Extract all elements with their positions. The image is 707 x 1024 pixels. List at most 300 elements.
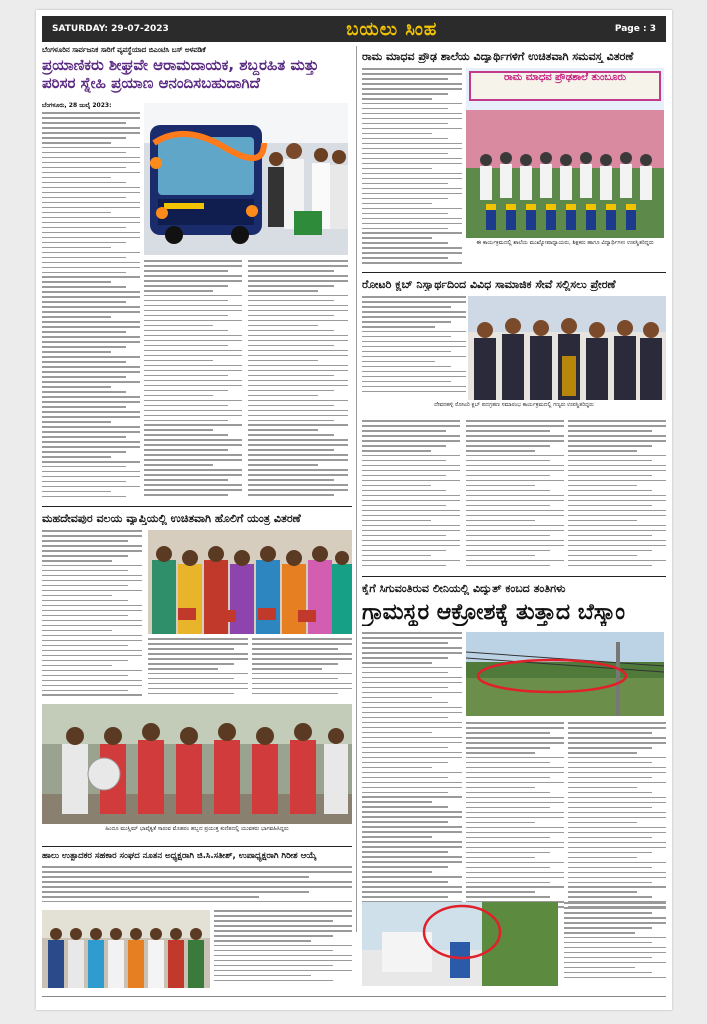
text-line — [466, 896, 550, 898]
text-line — [144, 405, 228, 407]
text-line — [144, 375, 228, 377]
text-line — [564, 932, 635, 934]
rotary-caption: ದೇವನಹಳ್ಳಿ ರೋಟರಿ ಕ್ಲಬ್ ಪದಗ್ರಹಣ ಸಮಾರಂಭ ಕಾರ್ಯಕ್ರಮದಲ್ಲಿ ಗಣ್ಯರು ಉಪಸ್ಥಿತರಿದ್ದರು — [434, 402, 594, 408]
text-line — [42, 137, 126, 139]
dance-caption: ಹಿಂದೂ ಮುಸ್ಲಿಮ್ ಭಾವೈಕ್ಯತೆ ಸಾರುವ ಮೊಹರಂ ಹಬ್ಬದ ಪ್ರಯುಕ್ತ ಕುಣಿತದಲ್ಲಿ ಯುವಕರು ಭಾಗವಹಿಸಿದ್ದರು — [105, 826, 289, 832]
text-line — [362, 530, 460, 532]
text-line — [42, 291, 140, 293]
text-line — [564, 902, 666, 904]
text-line — [42, 262, 140, 264]
text-line — [248, 380, 348, 382]
text-line — [568, 555, 637, 557]
text-line — [568, 752, 637, 754]
text-line — [42, 446, 140, 448]
text-line — [148, 643, 248, 645]
text-line — [42, 336, 140, 338]
text-line — [248, 350, 348, 352]
text-line — [144, 429, 213, 431]
text-line — [248, 385, 348, 387]
text-line — [42, 461, 140, 463]
villagers-photo-pole — [362, 902, 558, 986]
text-line — [568, 787, 637, 789]
text-line — [362, 682, 462, 684]
text-line — [248, 345, 334, 347]
text-line — [42, 535, 142, 537]
bus-text-col2 — [144, 260, 242, 502]
text-line — [466, 722, 564, 724]
text-line — [362, 560, 460, 562]
text-line — [362, 73, 462, 75]
text-line — [248, 439, 348, 441]
text-line — [466, 857, 535, 859]
text-line — [362, 801, 432, 803]
text-line — [466, 732, 550, 734]
text-line — [568, 747, 652, 749]
text-line — [362, 876, 462, 878]
text-line — [466, 520, 535, 522]
text-line — [248, 390, 334, 392]
text-line — [362, 203, 432, 205]
text-line — [214, 965, 333, 967]
text-line — [42, 590, 142, 592]
text-line — [42, 296, 140, 298]
text-line — [248, 295, 348, 297]
text-line — [362, 346, 466, 348]
text-line — [362, 535, 446, 537]
text-line — [568, 891, 637, 893]
text-line — [362, 361, 435, 363]
text-line — [42, 575, 142, 577]
text-line — [362, 138, 448, 140]
text-line — [568, 515, 666, 517]
text-line — [144, 285, 228, 287]
text-line — [42, 451, 126, 453]
text-line — [362, 896, 448, 898]
text-line — [42, 486, 140, 488]
text-line — [248, 479, 334, 481]
text-line — [568, 435, 666, 437]
text-line — [362, 806, 448, 808]
text-line — [42, 655, 142, 657]
text-line — [42, 585, 128, 587]
text-line — [362, 677, 462, 679]
text-line — [362, 520, 431, 522]
text-line — [362, 662, 432, 664]
text-line — [362, 331, 466, 333]
text-line — [362, 742, 462, 744]
text-line — [42, 866, 352, 868]
text-line — [362, 816, 462, 818]
text-line — [144, 484, 242, 486]
masthead-date: SATURDAY: 29-07-2023 — [52, 24, 169, 34]
text-line — [362, 866, 448, 868]
text-line — [362, 632, 462, 634]
text-line — [466, 455, 564, 457]
mahadevapura-text-col3 — [252, 638, 352, 700]
text-line — [248, 410, 348, 412]
text-line — [568, 545, 666, 547]
text-line — [144, 410, 242, 412]
text-line — [248, 469, 348, 471]
text-line — [362, 777, 448, 779]
text-line — [568, 812, 666, 814]
text-line — [568, 425, 666, 427]
text-line — [362, 208, 462, 210]
text-line — [466, 530, 564, 532]
text-line — [42, 147, 140, 149]
text-line — [568, 832, 666, 834]
text-line — [362, 93, 448, 95]
text-line — [42, 281, 111, 283]
text-line — [568, 560, 666, 562]
text-line — [466, 465, 564, 467]
text-line — [42, 545, 142, 547]
text-line — [362, 550, 446, 552]
text-line — [214, 930, 352, 932]
villagers-kicker: ಕೈಗೆ ಸಿಗುವಂತಿರುವ ಲೀನಿಯಲ್ಲಿ ವಿದ್ಯುತ್ ಕಂಬದ ತಂತಿಗಳು — [362, 582, 566, 595]
text-line — [42, 157, 140, 159]
villagers-text-col4 — [564, 902, 666, 986]
bus-text-col3 — [248, 260, 348, 502]
text-line — [214, 935, 333, 937]
text-line — [144, 400, 242, 402]
text-line — [248, 270, 334, 272]
text-line — [42, 202, 140, 204]
text-line — [42, 346, 126, 348]
text-line — [362, 727, 462, 729]
text-line — [362, 381, 451, 383]
text-line — [362, 485, 431, 487]
text-line — [568, 455, 666, 457]
text-line — [148, 653, 248, 655]
text-line — [362, 836, 432, 838]
text-line — [42, 694, 142, 696]
text-line — [42, 580, 142, 582]
text-line — [466, 510, 564, 512]
text-line — [466, 490, 550, 492]
text-line — [252, 648, 338, 650]
text-line — [252, 693, 338, 695]
text-line — [362, 505, 446, 507]
text-line — [466, 550, 550, 552]
text-line — [144, 459, 242, 461]
halli-text-top — [42, 866, 352, 910]
text-line — [568, 490, 652, 492]
text-line — [144, 300, 228, 302]
text-line — [362, 257, 448, 259]
text-line — [362, 168, 432, 170]
text-line — [362, 262, 462, 264]
text-line — [42, 680, 142, 682]
text-line — [362, 450, 431, 452]
text-line — [42, 665, 112, 667]
villagers-text-col2 — [466, 722, 564, 912]
rotary-text-col2 — [362, 420, 460, 572]
text-line — [144, 449, 228, 451]
text-line — [252, 653, 352, 655]
text-line — [568, 797, 666, 799]
bus-headline: ಪ್ರಯಾಣಿಕರು ಶೀಘ್ರವೇ ಆರಾಮದಾಯಕ, ಶಬ್ದರಹಿತ ಮತ್ತು ಪರಿಸರ ಸ್ನೇಹಿ ಪ್ರಯಾಣ ಆನಂದಿಸಬಹುದಾಗಿದೆ — [42, 56, 319, 92]
text-line — [42, 212, 111, 214]
text-line — [564, 937, 666, 939]
text-line — [362, 871, 432, 873]
text-line — [248, 434, 334, 436]
text-line — [42, 635, 142, 637]
text-line — [42, 232, 140, 234]
text-line — [362, 371, 466, 373]
text-line — [362, 321, 451, 323]
halli-text-side — [214, 910, 352, 988]
bus-photo — [144, 103, 348, 255]
text-line — [568, 807, 652, 809]
text-line — [42, 560, 112, 562]
text-line — [568, 842, 666, 844]
text-line — [568, 495, 666, 497]
text-line — [214, 970, 352, 972]
text-line — [144, 295, 242, 297]
text-line — [362, 351, 451, 353]
text-line — [466, 867, 550, 869]
villagers-headline: ಗ್ರಾಮಸ್ಥರ ಆಕ್ರೋಶಕ್ಕೆ ತುತ್ತಾದ ಬೆಸ್ಕಾಂ — [362, 600, 625, 625]
text-line — [564, 977, 666, 979]
text-line — [42, 625, 142, 627]
text-line — [568, 767, 666, 769]
text-line — [362, 296, 466, 298]
text-line — [568, 535, 652, 537]
text-line — [362, 311, 466, 313]
text-line — [42, 421, 111, 423]
text-line — [568, 837, 652, 839]
text-line — [568, 732, 652, 734]
text-line — [42, 316, 111, 318]
text-line — [248, 400, 348, 402]
text-line — [568, 460, 652, 462]
text-line — [148, 663, 234, 665]
dance-photo — [42, 704, 352, 824]
text-line — [42, 177, 111, 179]
text-line — [248, 459, 348, 461]
text-line — [564, 947, 666, 949]
text-line — [248, 320, 348, 322]
text-line — [362, 687, 448, 689]
text-line — [42, 550, 142, 552]
villagers-photo-wires — [466, 632, 664, 716]
school-photo — [466, 68, 664, 238]
text-line — [42, 142, 111, 144]
text-line — [248, 275, 348, 277]
text-line — [362, 652, 462, 654]
text-line — [42, 660, 128, 662]
text-line — [362, 881, 448, 883]
text-line — [466, 495, 564, 497]
text-line — [568, 857, 637, 859]
text-line — [362, 173, 462, 175]
text-line — [362, 702, 448, 704]
text-line — [42, 406, 126, 408]
text-line — [362, 792, 448, 794]
text-line — [466, 535, 550, 537]
text-line — [466, 807, 550, 809]
text-line — [362, 787, 462, 789]
text-line — [248, 340, 348, 342]
text-line — [42, 491, 111, 493]
text-line — [144, 260, 242, 262]
text-line — [144, 325, 213, 327]
halli-rule — [42, 846, 352, 847]
text-line — [362, 113, 462, 115]
text-line — [248, 310, 348, 312]
text-line — [362, 336, 451, 338]
text-line — [466, 525, 564, 527]
text-line — [568, 852, 652, 854]
text-line — [42, 881, 352, 883]
halli-headline: ಹಾಲು ಉತ್ಪಾದಕರ ಸಹಕಾರ ಸಂಘದ ನೂತನ ಅಧ್ಯಕ್ಷರಾಗಿ ಜಿ.ಸಿ.ಸತೀಶ್, ಉಪಾಧ್ಯಕ್ಷರಾಗಿ ಗಿರೀಶ ಆಯ್ಕೆ — [42, 851, 317, 861]
text-line — [362, 861, 462, 863]
text-line — [362, 717, 448, 719]
text-line — [466, 822, 535, 824]
text-line — [568, 520, 637, 522]
text-line — [362, 772, 462, 774]
text-line — [42, 366, 140, 368]
text-line — [362, 133, 432, 135]
text-line — [248, 474, 348, 476]
text-line — [42, 876, 309, 878]
text-line — [144, 469, 242, 471]
text-line — [42, 386, 111, 388]
text-line — [42, 167, 126, 169]
text-line — [362, 525, 460, 527]
text-line — [362, 218, 462, 220]
text-line — [252, 663, 338, 665]
text-line — [362, 148, 462, 150]
rotary-headline: ರೋಟರಿ ಕ್ಲಬ್ ನಿಸ್ವಾರ್ಥದಿಂದ ವಿವಿಧ ಸಾಮಾಜಿಕ ಸೇವೆ ಸಲ್ಲಿಸಲು ಪ್ರೇರಣೆ — [362, 278, 616, 291]
text-line — [466, 817, 564, 819]
text-line — [144, 310, 242, 312]
text-line — [362, 425, 460, 427]
text-line — [252, 638, 352, 640]
text-line — [42, 326, 140, 328]
mahadevapura-text-col2 — [148, 638, 248, 700]
text-line — [144, 415, 242, 417]
text-line — [248, 355, 348, 357]
bus-text-col1 — [42, 112, 140, 502]
text-line — [42, 466, 126, 468]
text-line — [568, 802, 666, 804]
text-line — [144, 330, 228, 332]
text-line — [248, 335, 348, 337]
text-line — [214, 925, 352, 927]
text-line — [42, 117, 140, 119]
text-line — [466, 430, 550, 432]
text-line — [248, 300, 334, 302]
text-line — [564, 907, 666, 909]
text-line — [466, 772, 564, 774]
text-line — [42, 391, 126, 393]
text-line — [568, 540, 666, 542]
masthead-title: ಬಯಲು ಸಿಂಹ — [346, 18, 438, 40]
text-line — [42, 187, 140, 189]
text-line — [362, 747, 448, 749]
text-line — [466, 435, 564, 437]
text-line — [144, 275, 242, 277]
text-line — [568, 470, 666, 472]
text-line — [568, 500, 666, 502]
text-line — [42, 871, 352, 873]
text-line — [144, 290, 213, 292]
text-line — [42, 675, 128, 677]
text-line — [144, 489, 242, 491]
text-line — [248, 365, 348, 367]
text-line — [42, 690, 128, 692]
text-line — [148, 688, 248, 690]
text-line — [42, 286, 126, 288]
rotary-text-col1 — [362, 296, 466, 400]
text-line — [248, 305, 348, 307]
text-line — [248, 454, 348, 456]
text-line — [248, 424, 348, 426]
text-line — [42, 540, 128, 542]
text-line — [362, 108, 448, 110]
text-line — [214, 940, 311, 942]
text-line — [42, 341, 140, 343]
text-line — [568, 762, 652, 764]
text-line — [42, 257, 126, 259]
text-line — [252, 673, 352, 675]
text-line — [362, 642, 448, 644]
villagers-rule — [362, 576, 666, 577]
text-line — [362, 455, 460, 457]
text-line — [568, 420, 666, 422]
text-line — [42, 112, 140, 114]
text-line — [252, 643, 352, 645]
text-line — [148, 678, 234, 680]
villagers-text-col3 — [568, 722, 666, 912]
text-line — [466, 767, 564, 769]
text-line — [362, 123, 448, 125]
text-line — [144, 395, 213, 397]
text-line — [362, 637, 462, 639]
text-line — [144, 494, 228, 496]
text-line — [466, 485, 535, 487]
text-line — [42, 645, 128, 647]
text-line — [248, 285, 334, 287]
text-line — [252, 678, 338, 680]
text-line — [564, 927, 652, 929]
text-line — [362, 732, 432, 734]
text-line — [42, 267, 140, 269]
text-line — [42, 217, 140, 219]
column-divider — [356, 46, 357, 932]
text-line — [568, 465, 666, 467]
text-line — [362, 856, 462, 858]
text-line — [42, 605, 142, 607]
text-line — [466, 886, 564, 888]
text-line — [362, 158, 462, 160]
text-line — [568, 896, 652, 898]
text-line — [362, 163, 462, 165]
text-line — [144, 350, 242, 352]
text-line — [42, 127, 140, 129]
text-line — [248, 260, 348, 262]
text-line — [42, 630, 112, 632]
text-line — [248, 464, 318, 466]
text-line — [362, 341, 466, 343]
text-line — [362, 118, 462, 120]
text-line — [362, 128, 462, 130]
text-line — [362, 692, 462, 694]
text-line — [144, 390, 228, 392]
text-line — [144, 370, 242, 372]
